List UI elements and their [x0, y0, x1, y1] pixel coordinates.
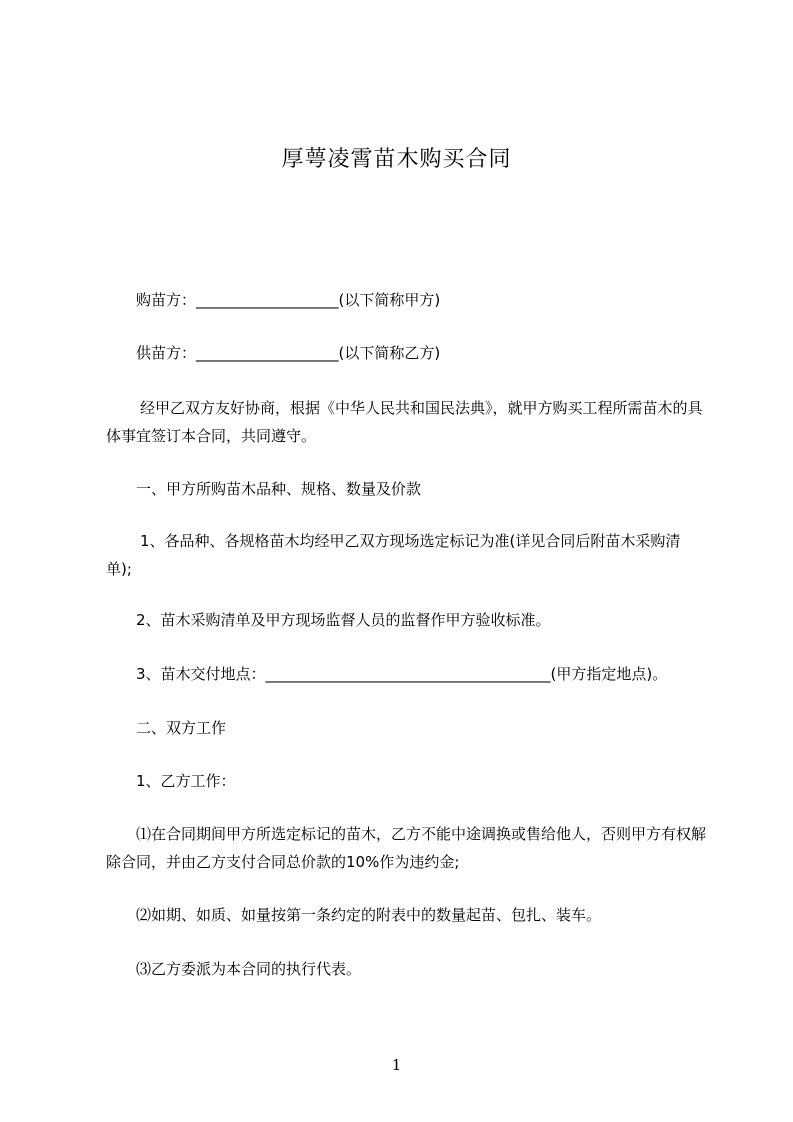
section-1-item-3: 3、苗木交付地点：______________________________________(甲方指定地点)。 [136, 665, 668, 683]
intro-paragraph: 经甲乙双方友好协商，根据《中华人民共和国民法典》，就甲方购买工程所需苗木的具体事宜签订本合同，共同遵守。 [106, 399, 703, 445]
section-1-item-2: 2、苗木采购清单及甲方现场监督人员的监督作甲方验收标准。 [136, 611, 551, 629]
section-2-paragraph-2: ⑵如期、如质、如量按第一条约定的附表中的数量起苗、包扎、装车。 [136, 906, 602, 924]
document-title: 厚萼凌霄苗木购买合同 [281, 147, 512, 172]
buyer-line: 购苗方：___________________(以下简称甲方) [136, 291, 441, 309]
section-2-subheading-1: 1、乙方工作： [136, 772, 236, 790]
section-2-paragraph-1: ⑴在合同期间甲方所选定标记的苗木，乙方不能中途调换或售给他人，否则甲方有权解除合同，并由乙方支付合同总价款的10%作为违约金; [106, 825, 707, 871]
section-2-heading: 二、双方工作 [136, 719, 227, 737]
page-number: 1 [391, 1056, 402, 1074]
section-2-paragraph-3: ⑶乙方委派为本合同的执行代表。 [136, 960, 362, 978]
section-1-heading: 一、甲方所购苗木品种、规格、数量及价款 [136, 480, 422, 498]
section-1-item-1: 1、各品种、各规格苗木均经甲乙双方现场选定标记为准(详见合同后附苗木采购清单); [106, 532, 681, 578]
supplier-line: 供苗方：___________________(以下简称乙方) [136, 344, 441, 362]
